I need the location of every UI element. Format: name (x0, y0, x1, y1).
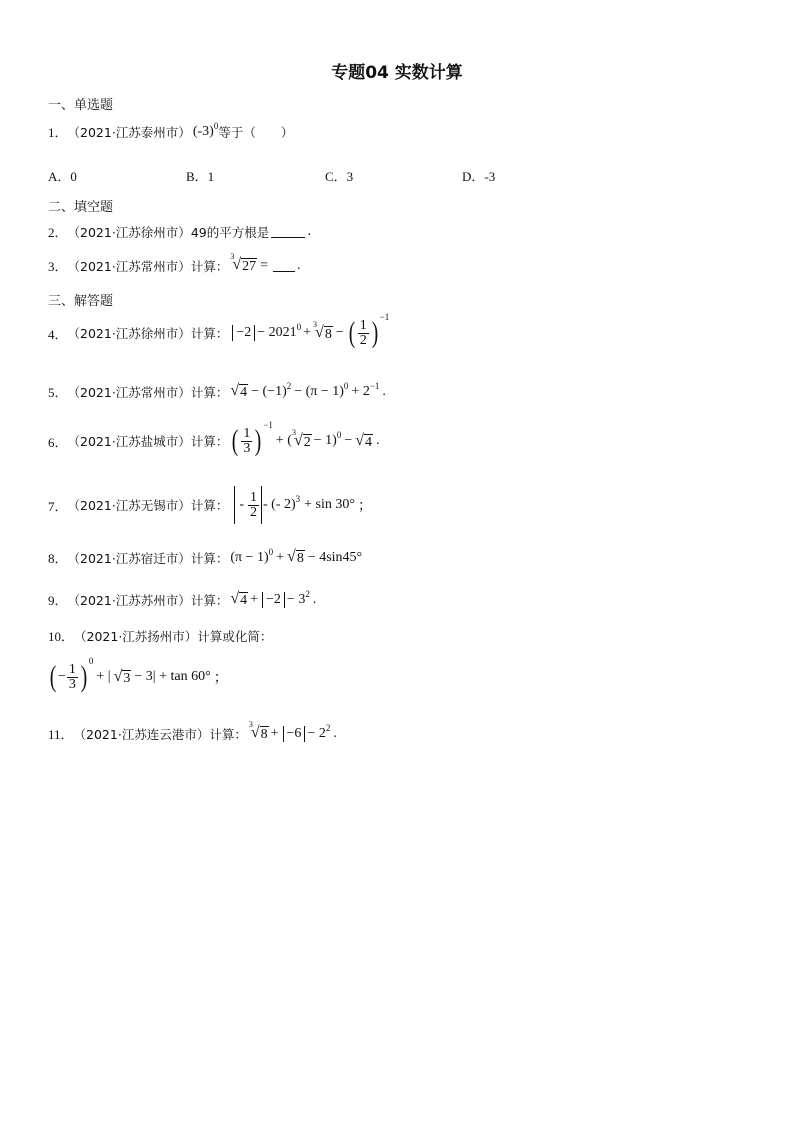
section-heading-single-choice: 一、单选题 (48, 98, 114, 113)
question-5 (48, 382, 386, 401)
minus-sign: − (58, 669, 66, 684)
question-text: 计算： (190, 258, 229, 274)
question-number: 7． (48, 498, 68, 514)
question-text: 计算： (190, 434, 229, 449)
question-tail: . (312, 591, 317, 607)
question-2 (48, 222, 311, 241)
radicand: 8 (260, 727, 268, 742)
question-number: 6． (48, 434, 68, 450)
radical-sign-icon: √ (230, 382, 240, 399)
option-a[interactable]: A．0 (48, 169, 77, 184)
math-expression (230, 252, 301, 274)
question-text: 计算： (190, 384, 229, 400)
question-number: 11． (48, 727, 74, 742)
expr-exponent: −1 (263, 420, 273, 430)
radicand: 8 (324, 326, 332, 342)
question-tail: ； (213, 671, 228, 686)
question-8 (48, 548, 362, 567)
expr-exponent: 0 (336, 430, 342, 440)
math-expression (230, 486, 372, 524)
denominator: 2 (250, 504, 257, 520)
expr-exponent: 2 (305, 588, 310, 599)
square-root (287, 549, 305, 566)
math-expression (48, 656, 228, 693)
expr-term: + sin 30° (304, 497, 355, 512)
root-index: 3 (291, 427, 296, 437)
question-4 (48, 312, 390, 349)
question-number: 3． (48, 259, 68, 274)
option-d[interactable]: D．-3 (462, 169, 496, 184)
expr-exponent: 0 (343, 380, 349, 391)
expr-term: − (−1) (251, 383, 287, 399)
minus-sign: − (344, 433, 353, 448)
right-paren-icon: ) (80, 660, 88, 693)
radicand: 2 (303, 434, 311, 450)
question-3 (48, 252, 301, 275)
section-heading-solve: 三、解答题 (48, 294, 114, 309)
question-source: （2021·江苏常州市） (67, 384, 191, 400)
expr-exponent: 3 (295, 494, 301, 504)
root-index: 3 (230, 252, 235, 261)
question-number: 4． (48, 326, 68, 342)
question-tail: ； (358, 499, 372, 514)
math-expression (230, 546, 363, 566)
denominator: 3 (68, 676, 76, 692)
radicand: 4 (240, 385, 248, 400)
radical-sign-icon: √ (232, 256, 242, 273)
option-c[interactable]: C．3 (325, 169, 354, 184)
radical-sign-icon: √ (113, 667, 123, 685)
question-source: （2021·江苏泰州市） (67, 124, 191, 140)
radical-sign-icon: √ (315, 323, 324, 341)
question-text: 计算： (209, 726, 247, 742)
expr-term: + | (96, 669, 111, 684)
expr-exponent: 0 (296, 322, 302, 332)
radical-sign-icon: √ (250, 724, 260, 741)
expr-term: − 2 (307, 725, 326, 741)
question-tail: . (382, 383, 386, 399)
left-paren-icon: ( (49, 660, 57, 693)
minus-sign: − (335, 325, 344, 340)
question-number: 8． (48, 551, 68, 566)
root-index: 3 (248, 720, 253, 729)
question-10 (48, 626, 272, 645)
expr-term: − 2021 (257, 325, 297, 340)
fraction (67, 663, 78, 692)
question-text: 计算： (190, 326, 229, 341)
expr-term: + 2 (351, 383, 370, 399)
page-title: 专题04 实数计算 (331, 63, 463, 83)
question-source: （2021·江苏宿迁市） (67, 550, 191, 566)
absolute-value: −2 (262, 592, 285, 608)
radicand: 8 (296, 551, 304, 566)
question-10-expression (48, 656, 228, 693)
square-root (230, 591, 248, 608)
plus-sign: + (250, 591, 259, 607)
plus-sign: + (276, 549, 285, 565)
question-source: （2021·江苏徐州市） (67, 326, 191, 341)
option-b[interactable]: B．1 (186, 169, 215, 184)
question-11 (48, 720, 337, 743)
cube-root (230, 252, 257, 274)
question-number: 2． (48, 225, 68, 240)
fraction (248, 491, 259, 520)
question-text: 计算： (190, 592, 229, 608)
fraction (358, 319, 369, 348)
question-7 (48, 486, 372, 524)
question-text: 计算： (190, 498, 229, 513)
expr-term: − 3 (286, 591, 306, 607)
question-text: 计算： (190, 550, 229, 566)
question-number: 5． (48, 385, 68, 400)
question-tail: . (297, 257, 301, 273)
expr-term: + ( (275, 433, 292, 448)
radicand: 3 (123, 670, 131, 686)
expr-term: - (- 2) (263, 497, 296, 512)
left-paren-icon: ( (348, 316, 355, 349)
expr-exponent: 0 (268, 546, 274, 557)
question-6 (48, 420, 380, 457)
question-number: 9． (48, 593, 68, 608)
cube-root (313, 319, 333, 342)
question-tail: . (307, 224, 312, 239)
section-heading-fill-in: 二、填空题 (48, 200, 114, 215)
expr-exponent: 2 (325, 722, 331, 733)
question-1 (48, 122, 293, 141)
cube-root (248, 720, 269, 742)
radicand: 4 (365, 434, 372, 450)
expr-term: − (π − 1) (294, 383, 344, 399)
math-expression (230, 588, 317, 608)
answer-blank[interactable] (271, 225, 305, 238)
cube-root (291, 427, 312, 450)
left-paren-icon: ( (232, 424, 239, 457)
question-source: （2021·江苏常州市） (67, 258, 191, 274)
question-source: （2021·江苏扬州市） (74, 628, 198, 644)
radical-sign-icon: √ (230, 590, 240, 607)
abs-bar-left (234, 486, 235, 524)
question-tail: . (333, 725, 337, 741)
expr-exponent: 0 (88, 656, 94, 666)
expr-term: − 4sin45° (307, 549, 363, 565)
question-source: （2021·江苏无锡市） (67, 498, 191, 513)
denominator: 3 (243, 440, 251, 456)
expr-base: (-3) (192, 123, 214, 139)
answer-blank[interactable] (273, 259, 295, 272)
question-source: （2021·江苏盐城市） (67, 434, 191, 449)
denominator: 2 (359, 332, 367, 348)
square-root (355, 433, 373, 450)
math-expression (192, 120, 219, 140)
square-root (114, 669, 132, 686)
math-expression (230, 420, 380, 457)
math-expression (248, 720, 337, 742)
equals-sign: = (260, 257, 269, 273)
question-number: 10． (48, 629, 75, 644)
right-paren-icon: ) (371, 316, 378, 349)
expr-term: − 1) (313, 433, 337, 448)
question-source: （2021·江苏连云港市） (73, 726, 210, 742)
numerator: 1 (243, 425, 251, 441)
numerator: 1 (359, 317, 367, 333)
question-text: 49的平方根是 (190, 224, 270, 240)
expr-exponent: −1 (379, 312, 390, 322)
question-tail: . (376, 433, 380, 448)
abs-bar-right (261, 486, 262, 524)
expr-exponent: −1 (369, 380, 380, 391)
right-paren-icon: ) (255, 424, 262, 457)
question-source: （2021·江苏苏州市） (67, 592, 191, 608)
question-9 (48, 590, 316, 609)
expr-term: − 3| + tan 60° (134, 669, 211, 684)
radical-sign-icon: √ (287, 548, 296, 565)
question-tail: 等于（ ） (218, 124, 294, 140)
radicand: 27 (242, 259, 257, 274)
fraction (241, 427, 252, 456)
plus-sign: + (270, 725, 279, 741)
math-expression (230, 380, 386, 400)
radical-sign-icon: √ (355, 431, 364, 449)
question-source: （2021·江苏徐州市） (67, 224, 191, 240)
numerator: 1 (68, 661, 76, 677)
expr-sign: - (239, 497, 244, 512)
absolute-value: −2 (232, 325, 255, 341)
plus-sign: + (303, 325, 312, 340)
expr-exponent: 2 (286, 380, 292, 391)
math-expression (230, 312, 390, 349)
square-root (230, 383, 248, 400)
question-number: 1． (48, 125, 68, 140)
absolute-value: −6 (283, 726, 306, 742)
numerator: 1 (250, 489, 257, 505)
radical-sign-icon: √ (293, 431, 303, 449)
radicand: 4 (240, 593, 248, 608)
expr-term: (π − 1) (230, 549, 269, 565)
root-index: 3 (313, 319, 318, 329)
question-text: 计算或化简： (197, 628, 273, 644)
expr-exponent: 0 (213, 120, 219, 131)
